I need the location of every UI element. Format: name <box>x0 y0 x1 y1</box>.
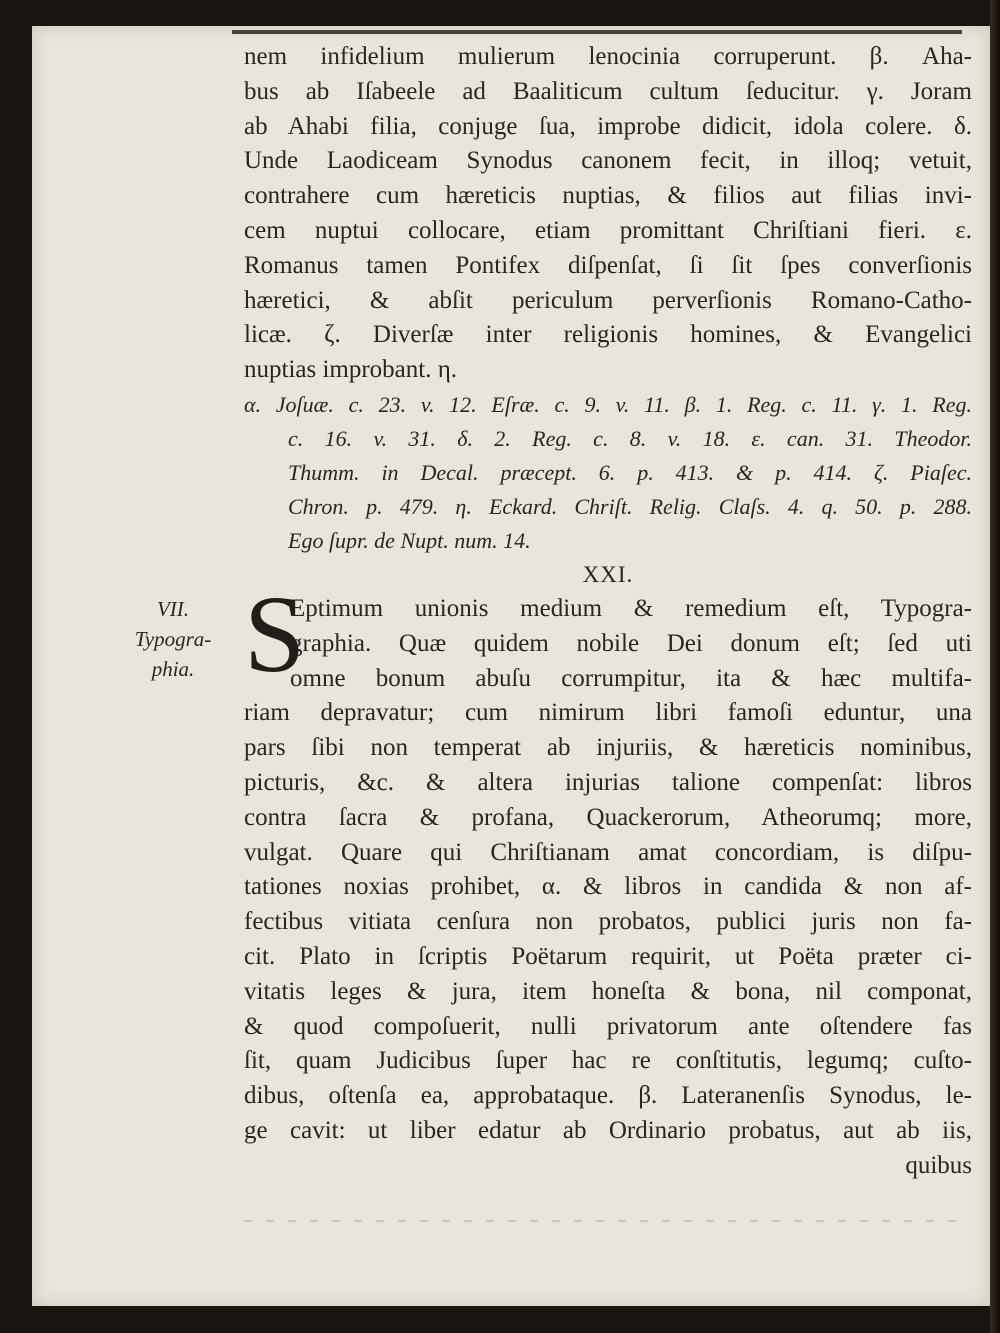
paragraph-line: nem infidelium mulierum lenocinia corruperunt. β. Aha- <box>244 43 972 70</box>
paragraph-line: fectibus vitiata cenſura non probatos, publici juris non fa- <box>244 908 972 936</box>
footnote-line: α. Joſuæ. c. 23. v. 12. Eſræ. c. 9. v. 11. β. 1. Reg. c. 11. γ. 1. Reg. <box>244 391 972 417</box>
paragraph-line: ab Ahabi filia, conjuge ſua, improbe didicit, idola colere. δ. <box>244 112 972 140</box>
paragraph-line: Eptimum unionis medium & remedium eſt, Typogra- <box>290 594 972 622</box>
paragraph-line: omne bonum abuſu corrumpitur, ita & hæc multifa- <box>290 664 972 692</box>
paragraph-line: ge cavit: ut liber edatur ab Ordinario probatus, aut ab iis, <box>244 1116 972 1144</box>
catchword: quibus <box>905 1151 972 1179</box>
paragraph-line: bus ab Iſabeele ad Baaliticum cultum ſeducitur. γ. Joram <box>244 77 972 105</box>
margin-note-line-2: phia. <box>151 657 195 681</box>
paragraph-line: contrahere cum hæreticis nuptias, & filios aut filias invi- <box>244 182 972 210</box>
footnotes <box>244 388 972 558</box>
drop-cap: S <box>244 572 306 695</box>
paragraph-line: dibus, oſtenſa ea, approbataque. β. Lateranenſis Synodus, le- <box>244 1082 972 1110</box>
paragraph-line: & quod compoſuerit, nulli privatorum ante oſtendere fas <box>244 1012 972 1040</box>
margin-note-numeral: VII. <box>156 597 190 621</box>
paragraph-line: hæretici, & abſit periculum perverſionis Romano-Catho- <box>244 286 972 314</box>
paragraph-line: licæ. ζ. Diverſæ inter religionis homines, & Evangelici <box>244 321 972 349</box>
page-edge-shadow <box>990 0 1000 1333</box>
footnote-line: Chron. p. 479. η. Eckard. Chriſt. Relig. Claſs. 4. q. 50. p. 288. <box>288 493 972 519</box>
footnote-line: c. 16. v. 31. δ. 2. Reg. c. 8. v. 18. ε. can. 31. Theodor. <box>288 425 972 451</box>
paragraph-line: nuptias improbant. η. <box>244 356 458 384</box>
footnote-line: Ego ſupr. de Nupt. num. 14. <box>288 527 531 553</box>
paragraph-line: Romanus tamen Pontifex diſpenſat, ſi ſit ſpes converſionis <box>244 251 972 279</box>
paragraph-line: riam depravatur; cum nimirum libri famoſi eduntur, una <box>244 699 972 727</box>
section-number: XXI. <box>582 561 634 587</box>
page-top-rule <box>232 30 962 34</box>
page-text <box>244 40 972 1184</box>
paragraph-line: contra ſacra & profana, Quackerorum, Atheorumq; more, <box>244 803 972 831</box>
paragraph-line: Unde Laodiceam Synodus canonem fecit, in illoq; vetuit, <box>244 147 972 175</box>
bleed-marks <box>244 1220 964 1222</box>
paragraph-line: vitatis leges & jura, item honeſta & bona, nil componat, <box>244 977 972 1005</box>
margin-note <box>128 594 218 684</box>
paragraph-line: pars ſibi non temperat ab injuriis, & hæreticis nominibus, <box>244 734 972 762</box>
paragraph-line: cit. Plato in ſcriptis Poëtarum requirit, ut Poëta præter ci- <box>244 942 972 970</box>
paragraph-line: cem nuptui collocare, etiam promittant Chriſtiani fieri. ε. <box>244 216 972 244</box>
paragraph-line: picturis, &c. & altera injurias talione compenſat: libros <box>244 768 972 796</box>
paragraph-line: vulgat. Quare qui Chriſtianam amat concordiam, is diſpu- <box>244 838 972 866</box>
paragraph-line: tationes noxias prohibet, α. & libros in candida & non af- <box>244 873 972 901</box>
margin-note-line-1: Typogra- <box>134 627 212 651</box>
paragraph-line: ſit, quam Judicibus ſuper hac re conſtitutis, legumq; cuſto- <box>244 1047 972 1075</box>
paragraph-1 <box>244 40 972 388</box>
footnote-line: Thumm. in Decal. præcept. 6. p. 413. & p. 414. ζ. Piaſec. <box>288 459 972 485</box>
paragraph-line: graphia. Quæ quidem nobile Dei donum eſt; ſed uti <box>290 629 972 657</box>
